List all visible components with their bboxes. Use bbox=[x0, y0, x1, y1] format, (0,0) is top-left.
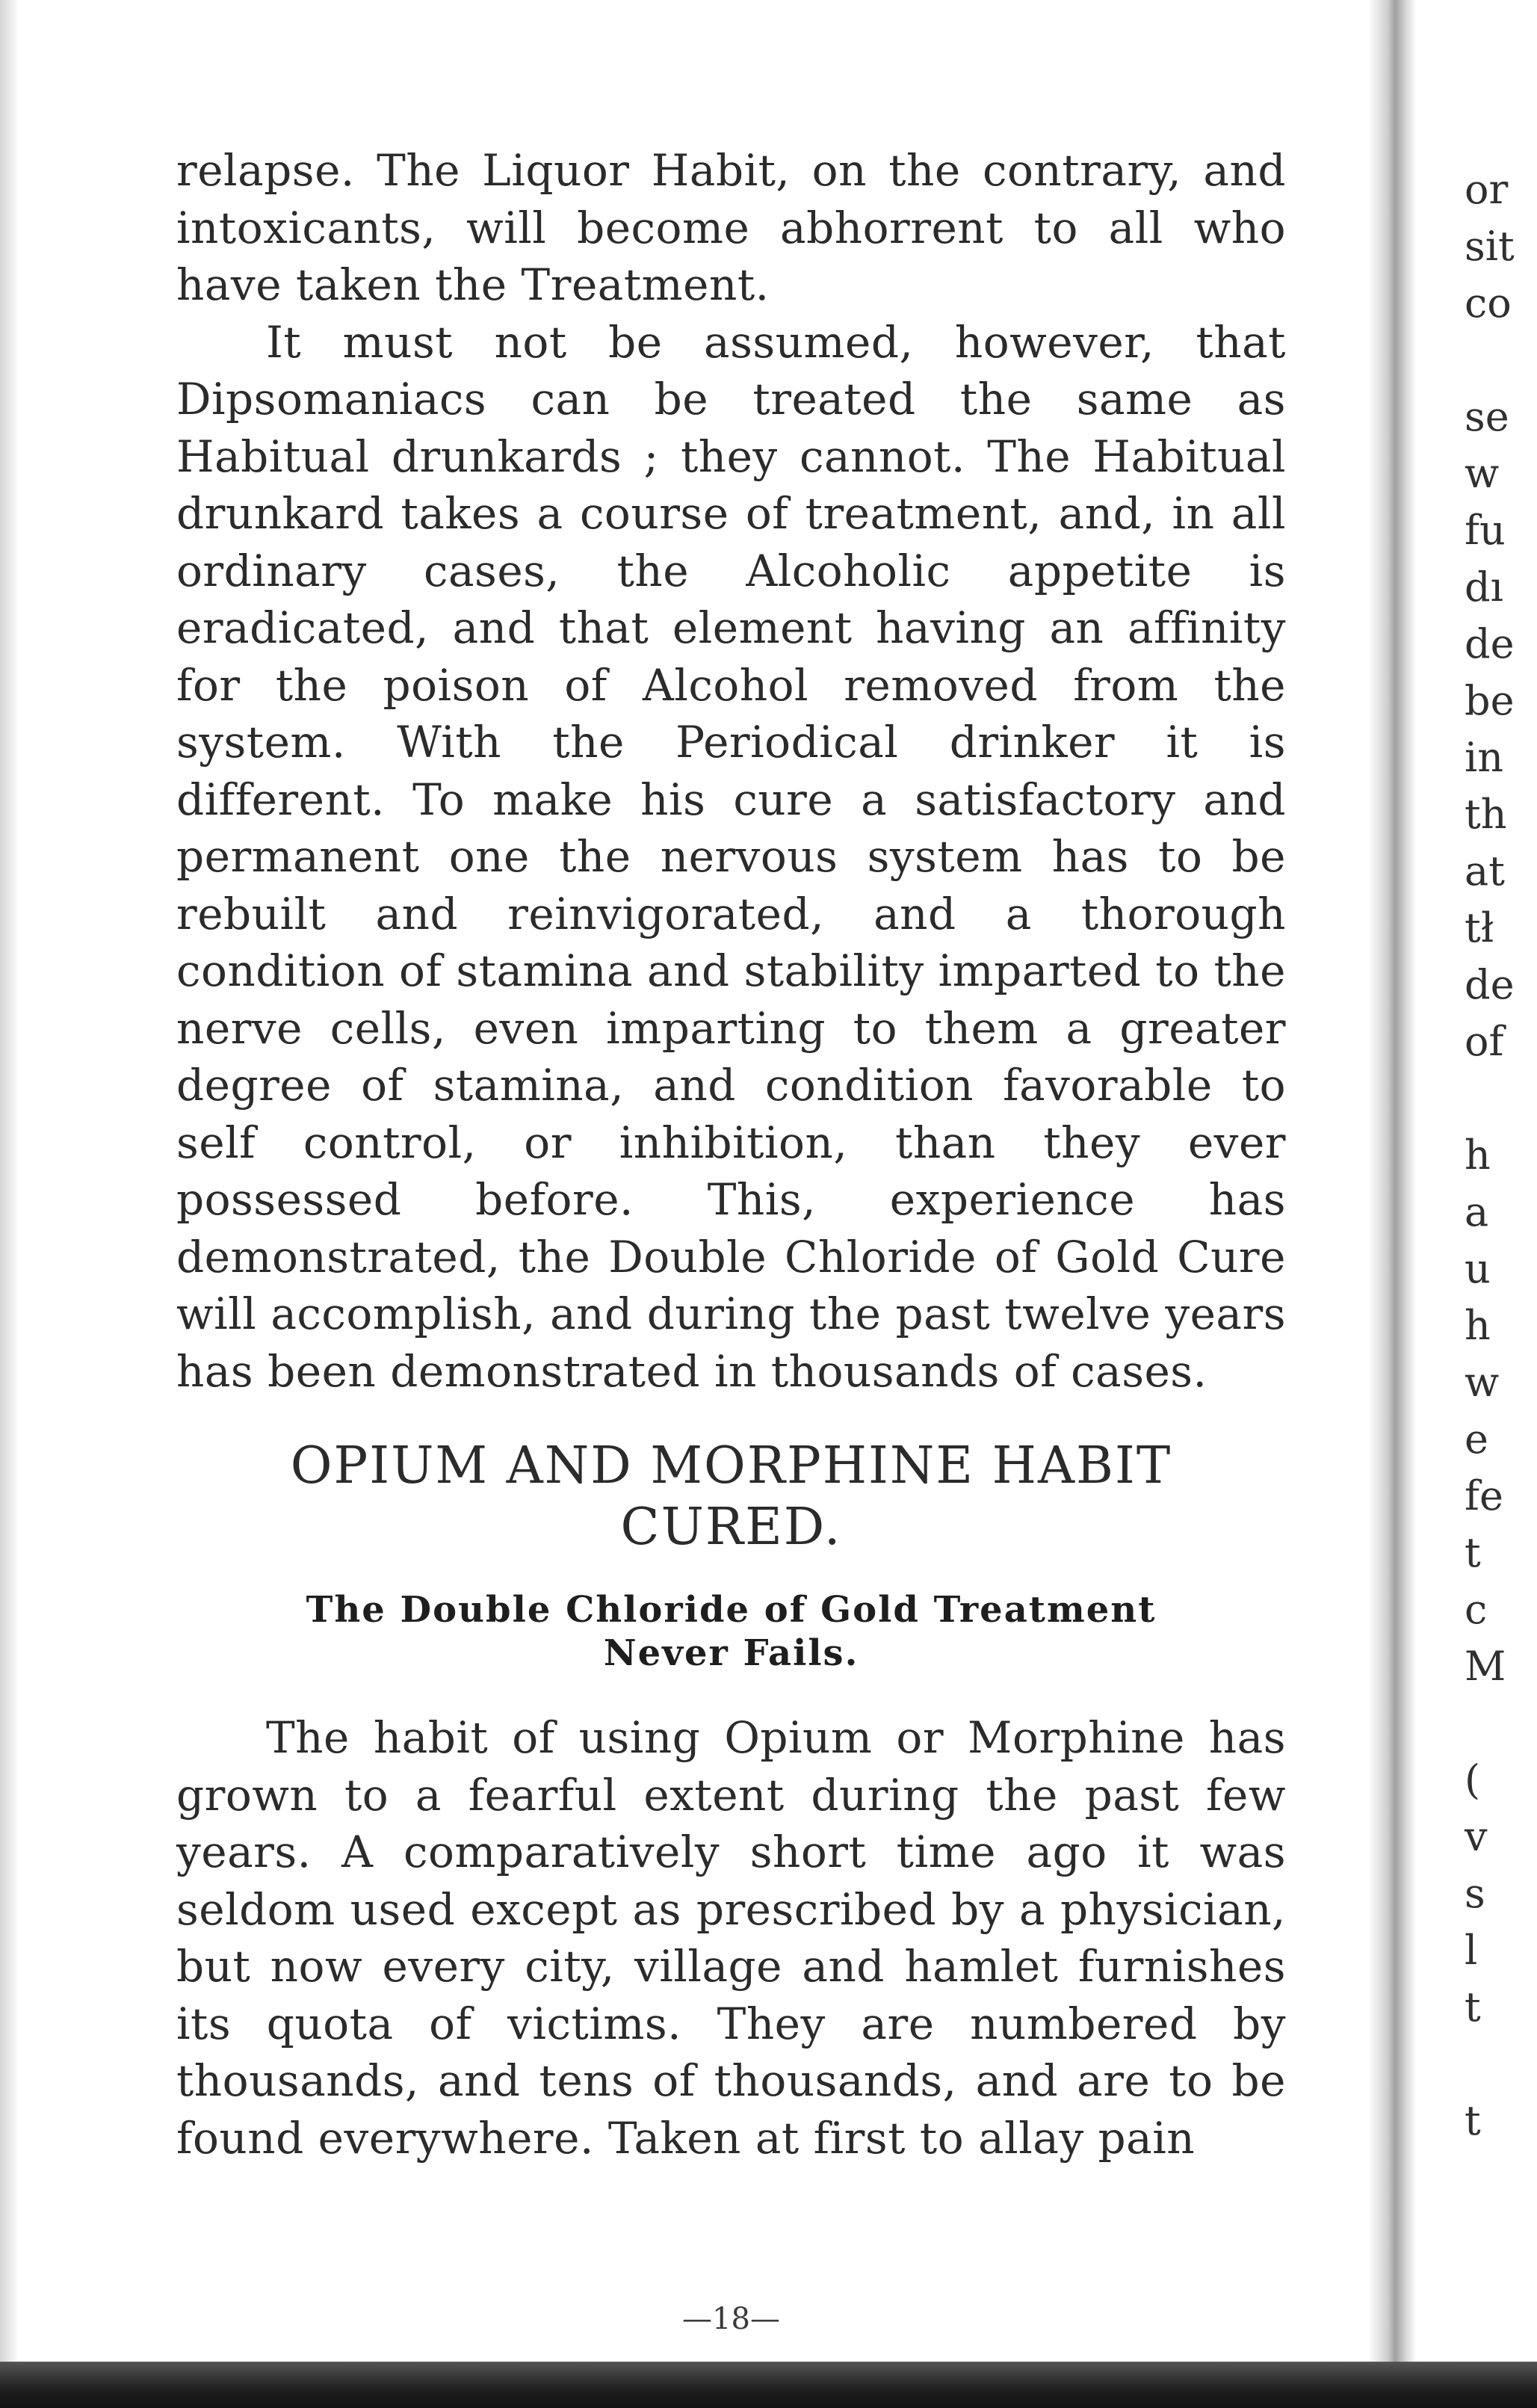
facing-page-fragment: l bbox=[1465, 1927, 1478, 1974]
paragraph-relapse: relapse. The Liquor Habit, on the contrary, and intoxicants, will become abhorrent to all who have taken the Treatment. bbox=[176, 145, 1286, 310]
facing-page-fragment: de bbox=[1465, 620, 1515, 667]
facing-page-fragment: sit bbox=[1465, 223, 1515, 270]
facing-page-fragment: h bbox=[1465, 1132, 1491, 1179]
facing-page-fragment: de bbox=[1465, 961, 1515, 1008]
facing-page-fragment: a bbox=[1465, 1188, 1489, 1235]
facing-page-fragment: dı bbox=[1465, 564, 1503, 611]
section-subheading-line-1: The Double Chloride of Gold Treatment bbox=[306, 1589, 1157, 1631]
facing-page-fragment: s bbox=[1465, 1870, 1485, 1917]
facing-page-fragment: v bbox=[1465, 1813, 1488, 1860]
facing-page-fragment: u bbox=[1465, 1245, 1491, 1292]
facing-page-fragment: e bbox=[1465, 1416, 1488, 1463]
facing-page-fragment: w bbox=[1465, 1359, 1500, 1406]
facing-page-fragment: t bbox=[1465, 2097, 1481, 2144]
facing-page-fragment: fe bbox=[1465, 1472, 1503, 1519]
scanner-edge bbox=[0, 2362, 1537, 2408]
binding-edge bbox=[0, 0, 19, 2408]
facing-page-edge bbox=[1417, 0, 1537, 2362]
facing-page-fragment: of bbox=[1465, 1018, 1504, 1065]
section-heading bbox=[176, 1436, 1286, 1558]
facing-page-fragment: w bbox=[1465, 450, 1500, 497]
section-heading-line-2: CURED. bbox=[620, 1498, 842, 1557]
facing-page-fragment: be bbox=[1465, 677, 1515, 724]
facing-page-fragment: or bbox=[1465, 166, 1509, 213]
page-gutter bbox=[1369, 0, 1417, 2362]
facing-page-fragment: ( bbox=[1465, 1756, 1481, 1803]
page-content bbox=[176, 142, 1286, 2336]
facing-page-fragment: h bbox=[1465, 1302, 1491, 1349]
facing-page-fragment: at bbox=[1465, 848, 1505, 895]
facing-page-fragment: th bbox=[1465, 791, 1507, 838]
left-page bbox=[19, 0, 1369, 2362]
facing-page-fragment: t bbox=[1465, 1983, 1481, 2031]
facing-page-fragment: c bbox=[1465, 1586, 1488, 1633]
facing-page-fragment: in bbox=[1465, 734, 1504, 781]
section-heading-line-1: OPIUM AND MORPHINE HABIT bbox=[290, 1436, 1172, 1495]
page-number: —18— bbox=[682, 2302, 780, 2336]
facing-page-fragment: tł bbox=[1465, 904, 1494, 951]
paragraph-opium-habit: The habit of using Opium or Morphine has grown to a fearful extent during the past few years. A comparatively short time ago it was seldom used except as prescribed by a physician, but now every city, village and hamlet furnishes its quota of victims. They are numbered by thousands, and tens of thousands, and are to be found everywhere. Taken at first to allay pain bbox=[176, 1712, 1286, 2164]
facing-page-fragment: fu bbox=[1465, 507, 1506, 554]
paragraph-dipsomaniacs: It must not be assumed, however, that Dipsomaniacs can be treated the same as Habitual drunkards ; they cannot. The Habitual drunkard takes a course of treatment, and, in all ordinary cases, the Alcoholic appetite is eradicated, and that element having an affinity for the poison of Alcohol removed from the system. With the Periodical drinker it is different. To make his cure a satisfactory and permanent one the nervous system has to be rebuilt and reinvigorated, and a thorough condition of stamina and stability imparted to the nerve cells, even imparting to them a greater degree of stamina, and condition favorable to self control, or inhibition, than they ever possessed before. This, experience has demonstrated, the Double Chloride of Gold Cure will accomplish, and during the past twelve years has been demonstrated in thousands of cases. bbox=[176, 316, 1286, 1397]
section-subheading-line-2: Never Fails. bbox=[603, 1632, 859, 1674]
facing-page-fragment: t bbox=[1465, 1529, 1481, 1576]
facing-page-fragment: se bbox=[1465, 393, 1509, 440]
facing-page-fragment: M bbox=[1465, 1643, 1506, 1690]
section-subheading bbox=[176, 1588, 1286, 1675]
facing-page-fragment: co bbox=[1465, 280, 1512, 327]
